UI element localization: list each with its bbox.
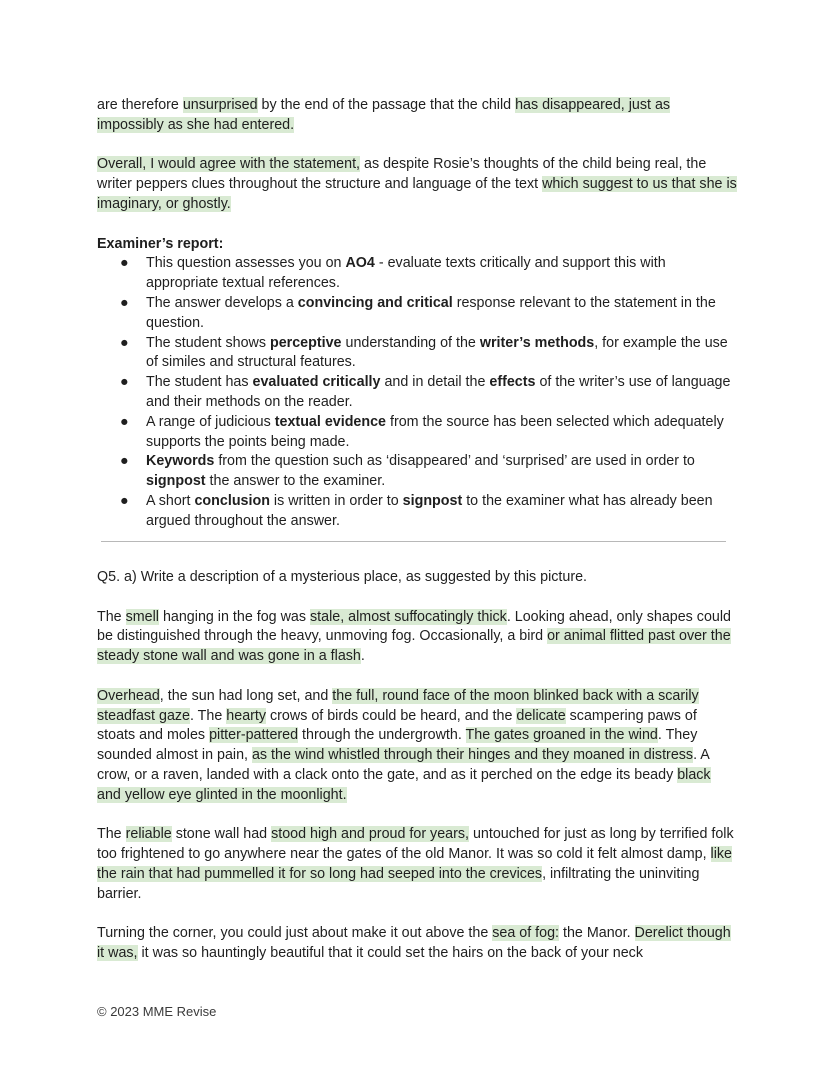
lower-section <box>97 568 737 964</box>
examiner-item <box>120 334 737 374</box>
text-run: . They sounded almost in pain, <box>97 727 698 764</box>
text-run: as despite Rosie’s thoughts of the child being real, the writer peppers clues throughout the structure and language of the text <box>97 156 707 193</box>
text-run: is written in order to <box>269 492 403 509</box>
highlighted-phrase: has disappeared, just as impossibly as she had entered. <box>97 97 671 133</box>
examiner-item <box>120 294 737 334</box>
text-run: The <box>97 826 126 843</box>
bullet-icon: ● <box>120 453 129 470</box>
bold-keyword: signpost <box>402 492 463 509</box>
highlighted-phrase: Derelict though it was, <box>97 925 731 962</box>
text-run: A range of judicious <box>146 413 275 430</box>
text-run: A short <box>146 492 195 509</box>
text-run: from the source has been selected which adequately supports the points being made. <box>146 413 724 450</box>
text-run: scampering paws of stoats and moles <box>97 707 697 744</box>
highlighted-phrase: black and yellow eye glinted in the moonlight. <box>97 766 711 803</box>
text-run: . A crow, or a raven, landed with a clack onto the gate, and as it perched on the edge its beady <box>97 747 709 783</box>
bold-keyword: evaluated critically <box>252 374 381 391</box>
bold-keyword: effects <box>489 374 536 391</box>
text-run: . Looking ahead, only shapes could be distinguished through the heavy, unmoving fog. Occasionally, a bird <box>97 608 731 645</box>
bold-keyword: signpost <box>146 473 206 490</box>
highlighted-phrase: The gates groaned in the wind <box>465 727 658 744</box>
bold-keyword: Keywords <box>146 453 215 470</box>
question-prompt: Q5. a) Write a description of a mysterious place, as suggested by this picture. <box>97 569 588 585</box>
text-run: understanding of the <box>341 334 480 351</box>
highlighted-phrase: stood high and proud for years, <box>271 826 469 843</box>
examiner-item <box>120 452 737 492</box>
highlighted-phrase: stale, almost suffocatingly thick <box>310 608 507 625</box>
bullet-icon: ● <box>120 255 129 272</box>
text-run: through the undergrowth. <box>298 727 466 744</box>
bullet-icon: ● <box>120 294 129 311</box>
text-run: The <box>97 608 126 625</box>
text-run: hanging in the fog was <box>158 608 311 625</box>
highlighted-phrase: reliable <box>125 826 172 843</box>
text-run: are therefore <box>97 97 183 113</box>
examiner-item <box>120 254 737 294</box>
highlighted-phrase: delicate <box>516 707 566 724</box>
text-run: . <box>360 648 365 665</box>
overall-paragraph <box>97 155 737 214</box>
examiner-item <box>120 492 737 532</box>
text-run: to the examiner what has already been argued throughout the answer. <box>146 492 713 529</box>
highlighted-phrase: Overhead <box>97 687 160 704</box>
text-run: - evaluate texts critically and support this with appropriate textual references. <box>146 255 666 292</box>
highlighted-phrase: smell <box>125 608 159 625</box>
answer-paragraph <box>97 608 737 667</box>
text-run: from the question such as ‘disappeared’ and ‘surprised’ are used in order to <box>214 453 695 470</box>
highlighted-phrase: or animal flitted past over the steady stone wall and was gone in a flash <box>97 628 731 665</box>
highlighted-phrase: which suggest to us that she is imaginary, or ghostly. <box>97 176 737 212</box>
highlighted-phrase: pitter-pattered <box>209 727 299 744</box>
text-run: This question assesses you on <box>146 255 346 272</box>
intro-paragraph <box>97 96 737 136</box>
upper-section <box>97 96 737 532</box>
text-run: the answer to the examiner. <box>205 473 386 490</box>
text-run: , the sun had long set, and <box>159 687 333 704</box>
highlighted-phrase: the full, round face of the moon blinked back with a scarily steadfast gaze <box>97 687 699 724</box>
highlighted-phrase: hearty <box>226 707 267 724</box>
text-run: the Manor. <box>559 925 635 942</box>
bold-keyword: writer’s methods <box>479 334 595 351</box>
answer-paragraph <box>97 924 737 964</box>
highlighted-phrase: as the wind whistled through their hinges and they moaned in distress <box>251 747 694 764</box>
text-run: . The <box>190 707 227 724</box>
text-run: Turning the corner, you could just about make it out above the <box>97 925 493 942</box>
examiner-item <box>120 373 737 413</box>
text-run: of the writer’s use of language and their methods on the reader. <box>146 374 731 410</box>
bold-keyword: AO4 <box>345 255 375 272</box>
bold-keyword: conclusion <box>194 492 270 509</box>
examiner-item <box>120 413 737 453</box>
bullet-icon: ● <box>120 374 129 391</box>
answer-paragraph <box>97 687 737 806</box>
text-run: it was so hauntingly beautiful that it could set the hairs on the back of your neck <box>137 945 643 962</box>
copyright-footer: © 2023 MME Revise <box>97 1004 217 1019</box>
text-run: and in detail the <box>380 374 490 391</box>
text-run: crows of birds could be heard, and the <box>266 707 517 724</box>
highlighted-phrase: like the rain that had pummelled it for so long had seeped into the crevices <box>97 846 732 882</box>
text-run: The answer develops a <box>146 294 298 311</box>
bullet-icon: ● <box>120 334 129 351</box>
highlighted-phrase: unsurprised <box>182 97 258 113</box>
text-run: , infiltrating the uninviting barrier. <box>97 865 700 902</box>
text-run: , for example the use of similes and structural features. <box>146 334 728 371</box>
bold-keyword: convincing and critical <box>297 294 453 311</box>
bold-keyword: textual evidence <box>274 413 387 430</box>
bullet-icon: ● <box>120 492 129 509</box>
text-run: The student has <box>146 374 253 391</box>
highlighted-phrase: sea of fog: <box>492 925 560 942</box>
examiner-heading: Examiner’s report: <box>97 235 224 252</box>
text-run: by the end of the passage that the child <box>257 97 516 113</box>
bold-keyword: perceptive <box>269 334 342 351</box>
text-run: untouched for just as long by terrified folk too frightened to go anywhere near the gates of the old Manor. It was so cold it felt almost damp, <box>97 826 734 863</box>
examiner-list <box>97 254 737 531</box>
bullet-icon: ● <box>120 413 129 430</box>
text-run: response relevant to the statement in the question. <box>146 294 716 331</box>
section-divider <box>101 541 726 542</box>
text-run: stone wall had <box>171 826 272 843</box>
text-run: The student shows <box>146 334 270 351</box>
answer-paragraph <box>97 825 737 904</box>
highlighted-phrase: Overall, I would agree with the statement, <box>97 156 361 173</box>
